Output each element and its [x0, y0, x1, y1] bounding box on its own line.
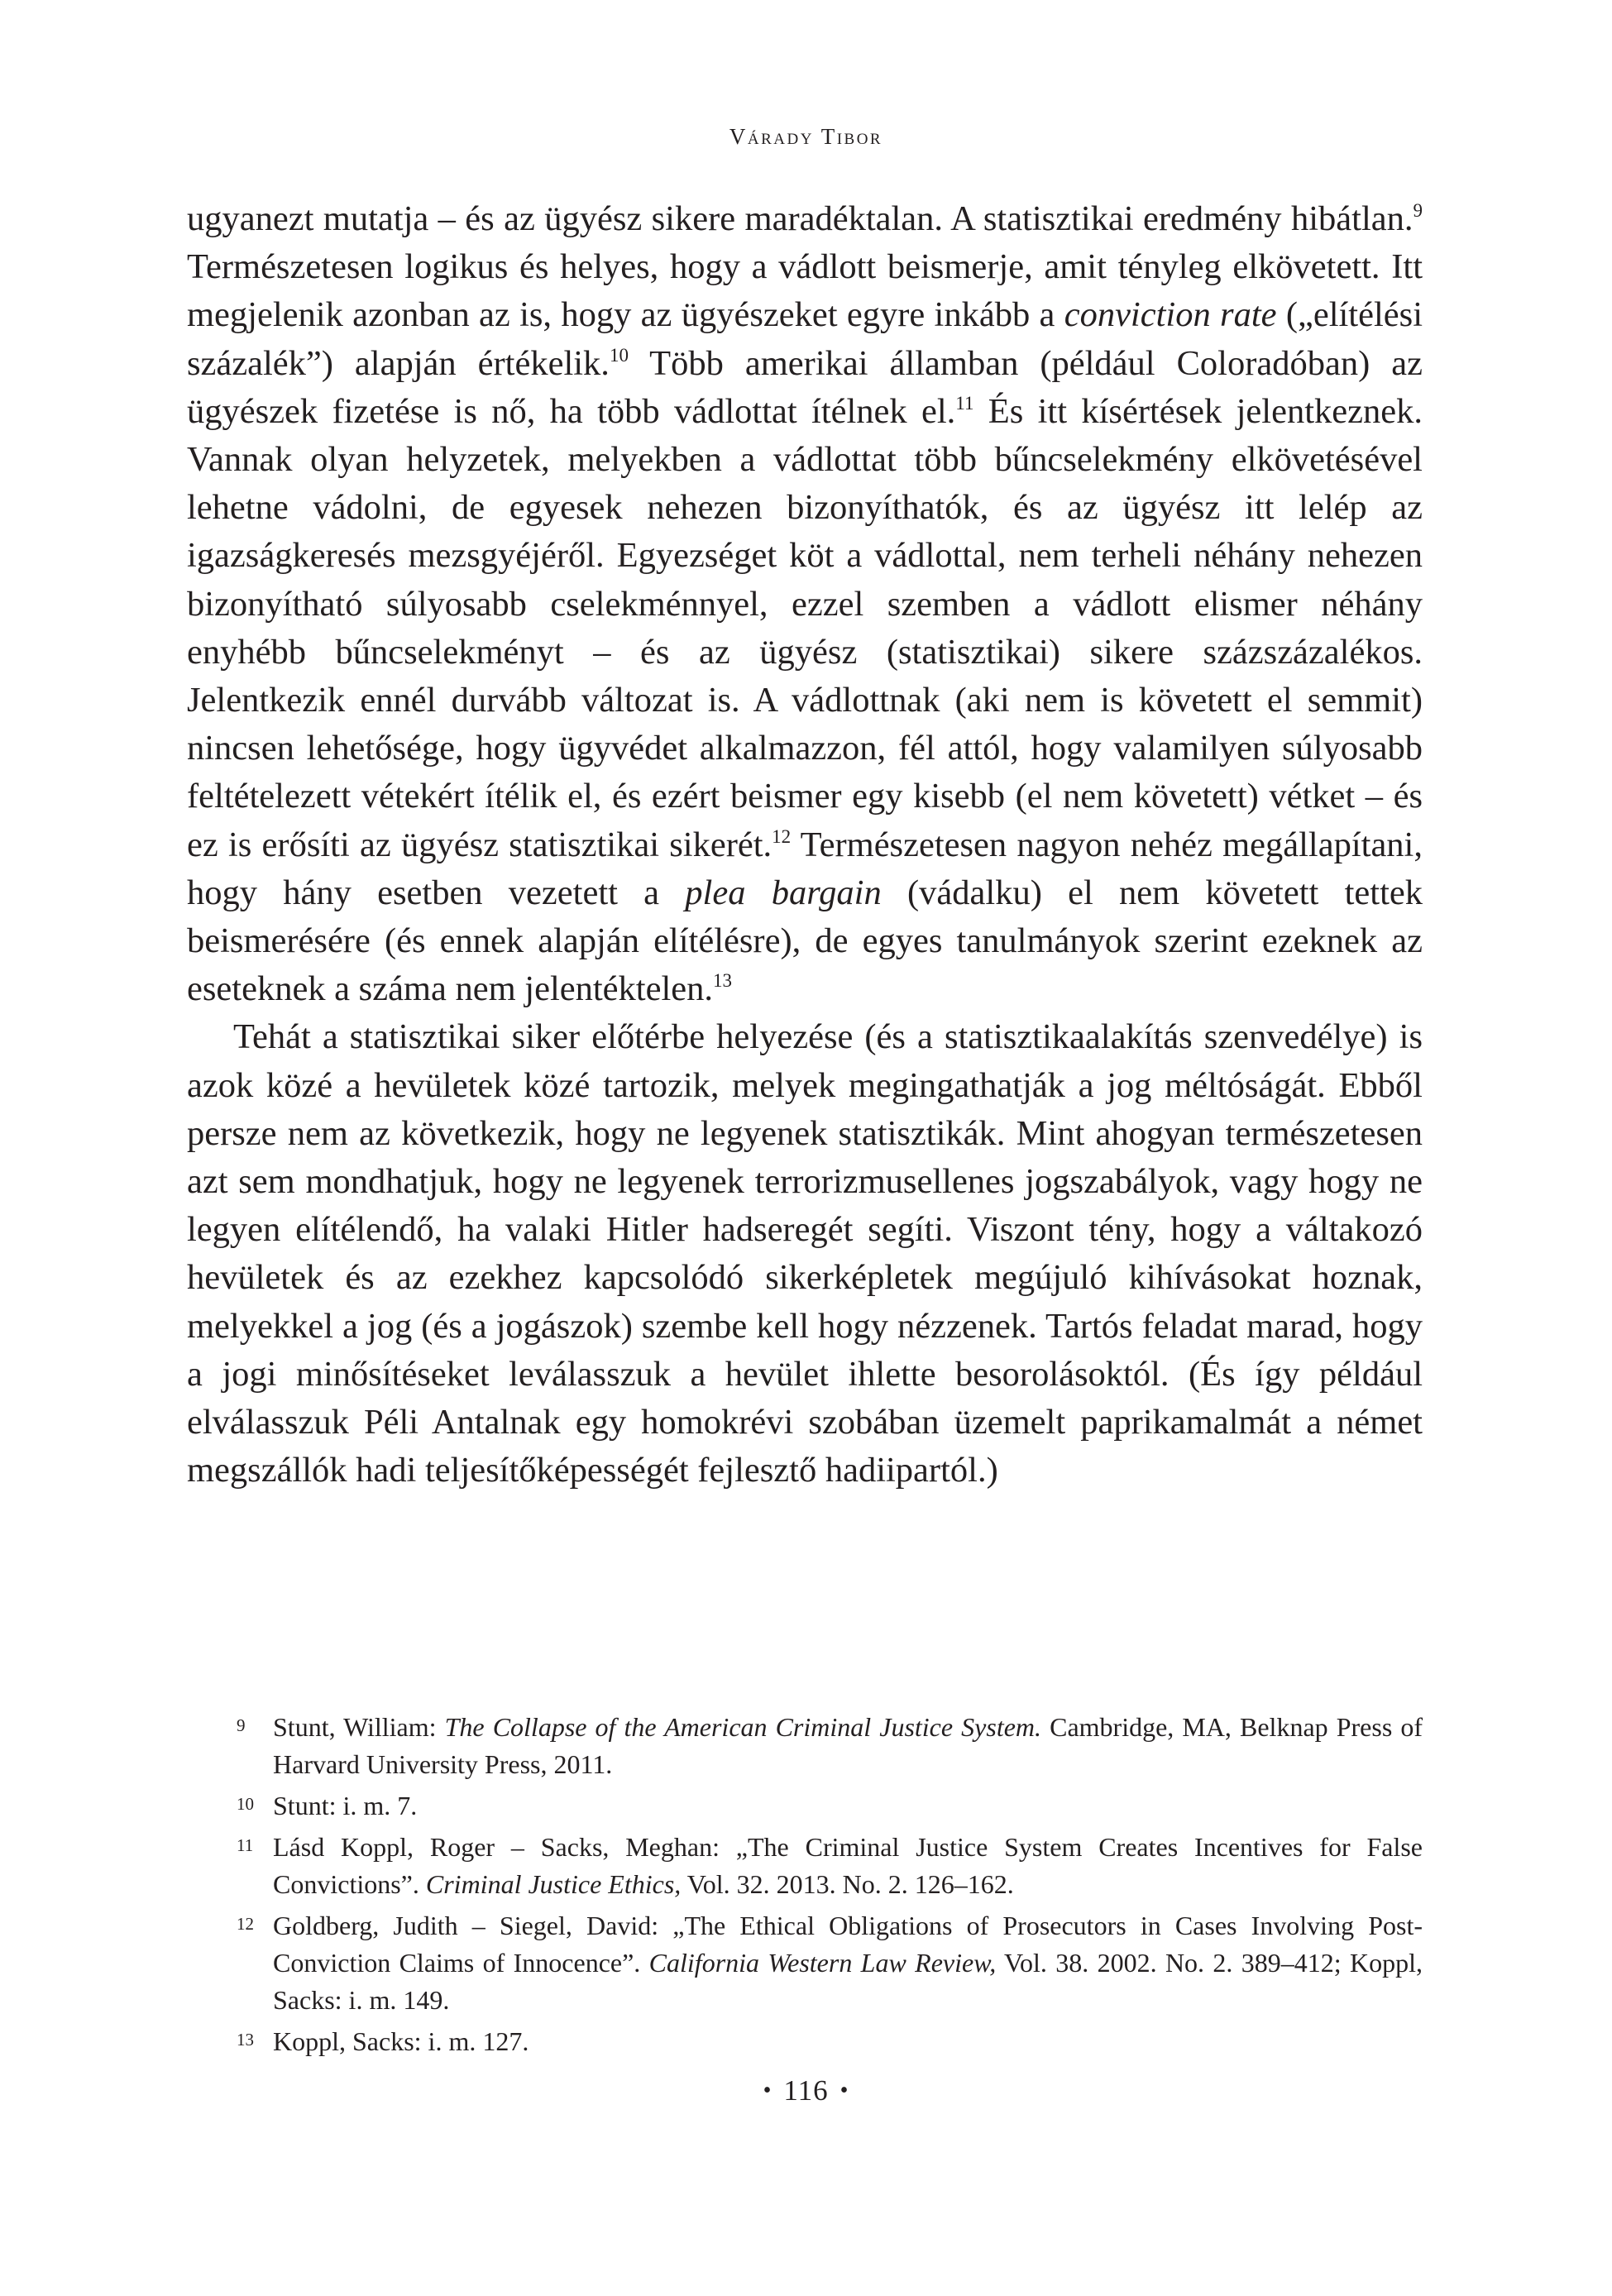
footnote-ref-13: 13 — [713, 970, 733, 992]
running-head: Várady Tibor — [729, 124, 883, 149]
footnote-number: 9 — [237, 1715, 246, 1735]
footnote-number: 13 — [237, 2030, 254, 2050]
footnote-text: Vol. 38. 2002. No. 2. 389–412; Koppl, Sacks: i. m. 149. — [273, 1948, 1423, 2015]
text-run: És itt kísértések jelentkeznek. Vannak olyan helyzetek, melyekben a vádlottat több bűncselekmény elkövetésével lehetne vádolni, de egyesek nehezen bizonyíthatók, és az ügyész itt lelép az igazságkeresés mezsgyéjéről. Egyezséget köt a vádlottal, nem terheli néhány nehezen bizonyítható súlyosabb cselekménnyel, ezzel szemben a vádlott elismer néhány enyhébb bűncselekményt – és az ügyész (statisztikai) sikere százszázalékos. Jelentkezik ennél durvább változat is. A vádlottnak (aki nem is követett el semmit) nincsen lehetősége, hogy ügyvédet alkalmazzon, fél attól, hogy valamilyen súlyosabb feltételezett vétekért ítélik el, és ezért beismer egy kisebb (el nem követett) vétket – és ez is erősíti az ügyész statisztikai sikerét. — [187, 391, 1423, 864]
footnotes — [187, 1709, 1423, 2064]
page-number — [0, 2074, 1612, 2107]
footnote-10 — [187, 1787, 1423, 1825]
footnote-text: Lásd Koppl, Roger – Sacks, Meghan: „The Criminal Justice System Creates Incentives for False Convictions”. — [273, 1832, 1423, 1899]
page-number-value: 116 — [783, 2074, 829, 2107]
text-run: Természetesen logikus és helyes, hogy a vádlott beismerje, amit tényleg elkövetett. Itt megjelenik azonban az is, hogy az ügyészeket egyre inkább a — [187, 247, 1423, 335]
footnote-text: Koppl, Sacks: i. m. 127. — [273, 2026, 529, 2056]
footnote-text: Stunt, William: — [273, 1712, 445, 1742]
footnote-number: 11 — [237, 1835, 254, 1855]
footnote-ref-9: 9 — [1413, 200, 1423, 221]
term-plea-bargain: plea bargain — [685, 873, 882, 912]
paragraph-2: Tehát a statisztikai siker előtérbe helyezése (és a statisztikaalakítás szenvedélye) is azok közé a hevületek közé tartozik, melyek megingathatják a jog méltóságát. Ebből persze nem az következik, hogy ne legyenek statisztikák. Mint ahogyan természetesen azt sem mondhatjuk, hogy ne legyenek terrorizmusellenes jogszabályok, vagy hogy ne legyen elítélendő, ha valaki Hitler hadseregét segíti. Viszont tény, hogy a váltakozó hevületek és az ezekhez kapcsolódó sikerképletek megújuló kihívásokat hoznak, melyekkel a jog (és a jogászok) szembe kell hogy nézzenek. Tartós feladat marad, hogy a jogi minősítéseket leválasszuk a hevület ihlette besorolásoktól. (És így például elválasszuk Péli Antalnak egy homokrévi szobában üzemelt paprikamalmát a német megszállók hadi teljesítőképességét fejlesztő hadiipartól.) — [187, 1017, 1423, 1490]
text-run: (vádalku) el nem követett tettek beismerésére (és ennek alapján elítélésre), de egyes tanulmányok szerint ezeknek az eseteknek a száma nem jelentéktelen. — [187, 873, 1423, 1009]
text-run: („elítélési százalék”) alapján értékelik. — [187, 295, 1423, 383]
footnote-text: Goldberg, Judith – Siegel, David: „The Ethical Obligations of Prosecutors in Cases Involving Post-Conviction Claims of Innocence”. — [273, 1911, 1423, 1978]
footnote-title: Criminal Justice Ethics, — [425, 1869, 682, 1899]
text-run: Több amerikai államban (például Coloradóban) az ügyészek fizetése is nő, ha több vádlottat ítélnek el. — [187, 343, 1423, 431]
footnote-11 — [187, 1829, 1423, 1903]
footnote-text: Cambridge, MA, Belknap Press of Harvard University Press, 2011. — [273, 1712, 1423, 1779]
footnote-13 — [187, 2023, 1423, 2060]
footnote-ref-12: 12 — [772, 825, 792, 847]
term-conviction-rate: conviction rate — [1064, 295, 1277, 335]
footnote-text: Vol. 32. 2013. No. 2. 126–162. — [681, 1869, 1014, 1899]
footnote-ref-11: 11 — [955, 392, 974, 414]
footnote-number: 12 — [237, 1914, 254, 1934]
footnote-9 — [187, 1709, 1423, 1783]
bullet-icon: • — [763, 2078, 773, 2103]
footnote-number: 10 — [237, 1794, 254, 1814]
footnote-text: Stunt: i. m. 7. — [273, 1791, 418, 1820]
bullet-icon: • — [839, 2078, 849, 2103]
paragraph-1 — [187, 195, 1423, 1013]
footnote-title: The Collapse of the American Criminal Justice System. — [444, 1712, 1042, 1742]
footnote-title: California Western Law Review, — [648, 1948, 997, 1978]
footnote-12 — [187, 1907, 1423, 2019]
main-text — [187, 195, 1423, 1495]
footnote-ref-10: 10 — [609, 344, 629, 366]
text-run: ugyanezt mutatja – és az ügyész sikere maradéktalan. A statisztikai eredmény hibátlan. — [187, 199, 1413, 238]
text-run: Természetesen nagyon nehéz megállapítani, hogy hány esetben vezetett a — [187, 825, 1423, 912]
